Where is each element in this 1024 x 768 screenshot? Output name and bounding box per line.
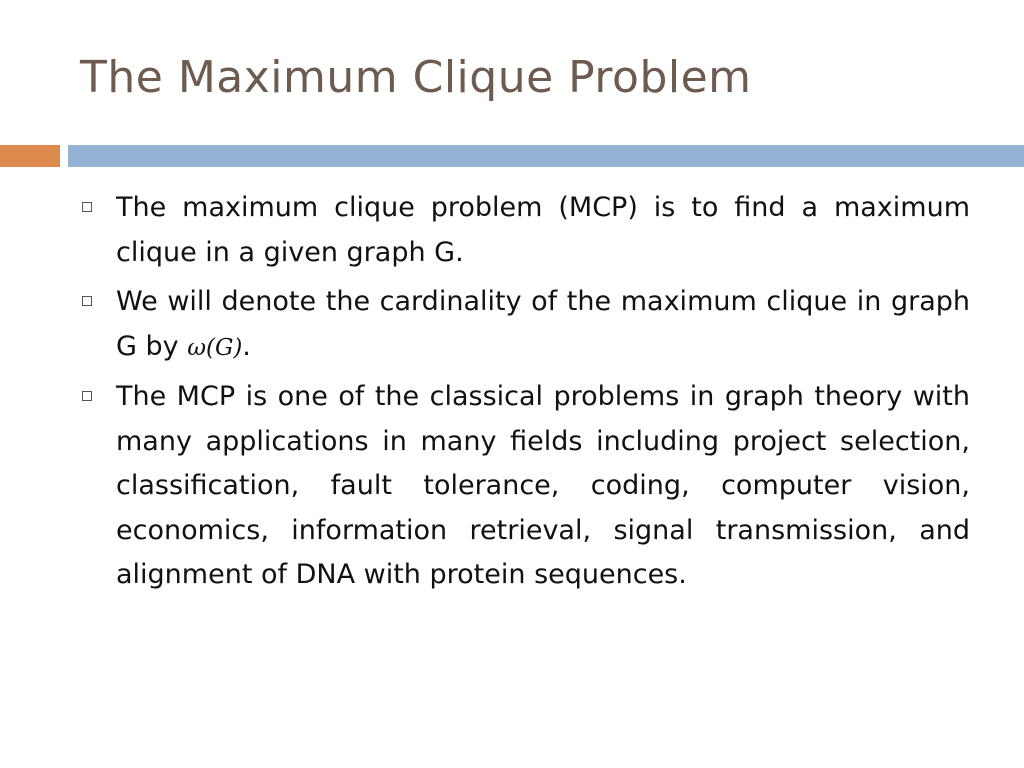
bullet-item-3 <box>80 375 970 598</box>
bullet-item-1 <box>80 186 970 275</box>
omega-of-g-formula: ω(G) <box>187 334 243 361</box>
accent-bar-orange <box>0 145 60 167</box>
bullet-text-2-end: . <box>242 330 251 362</box>
bullet-list <box>80 186 970 603</box>
square-bullet-icon <box>82 296 92 306</box>
accent-bar-blue <box>68 145 1024 167</box>
square-bullet-icon <box>82 391 92 401</box>
bullet-text-3: The MCP is one of the classical problems in graph theory with many applications in many fields including project selection, classification, fault tolerance, coding, computer vision, economics, information retrieval, signal transmission, and alignment of DNA with protein sequences. <box>116 381 970 590</box>
bullet-item-2 <box>80 280 970 370</box>
bullet-text-1: The maximum clique problem (MCP) is to find a maximum clique in a given graph G. <box>116 192 970 268</box>
bullet-text-2-main: We will denote the cardinality of the maximum clique in graph G by <box>116 286 970 362</box>
slide-title: The Maximum Clique Problem <box>80 52 752 103</box>
bullet-text-2 <box>116 280 970 370</box>
square-bullet-icon <box>82 202 92 212</box>
